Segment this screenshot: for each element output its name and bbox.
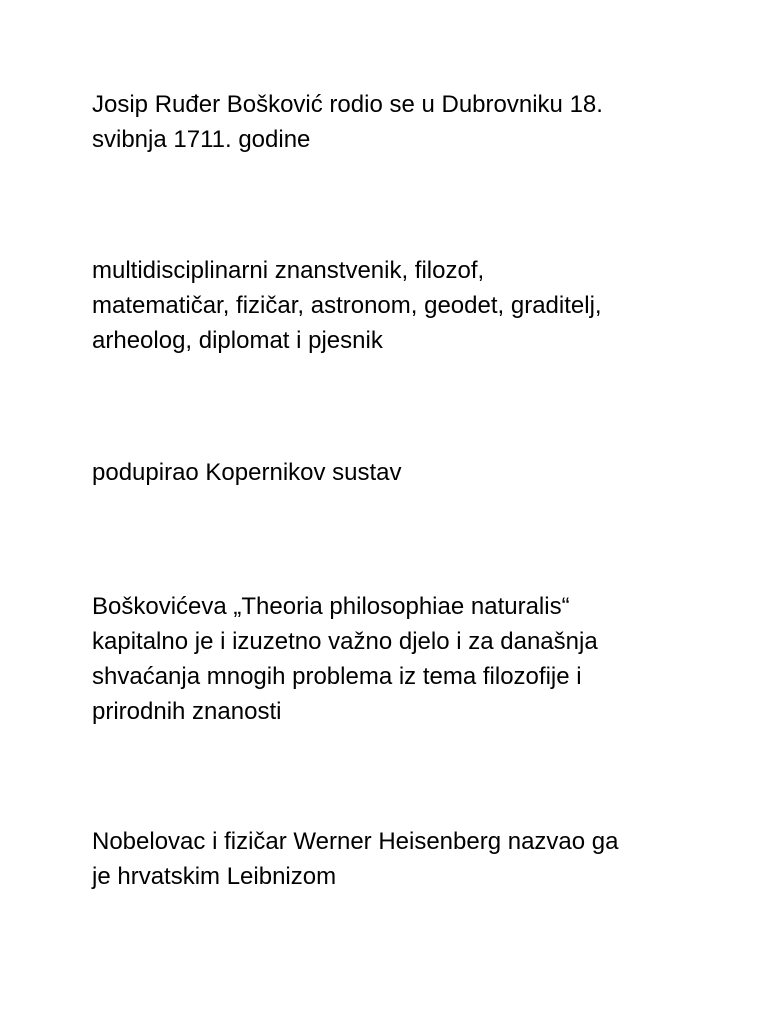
paragraph-copernicus: podupirao Kopernikov sustav [92,459,402,486]
paragraph-birth: Josip Ruđer Bošković rodio se u Dubrovniku 18. svibnja 1711. godine [92,91,603,153]
paragraph-theoria: Boškovićeva „Theoria philosophiae naturalis“ kapitalno je i izuzetno važno djelo i za današnja shvaćanja mnogih problema iz tema filozofije i prirodnih znanosti [92,593,598,725]
paragraph-professions: multidisciplinarni znanstvenik, filozof, matematičar, fizičar, astronom, geodet, graditelj, arheolog, diplomat i pjesnik [92,257,602,354]
paragraph-heisenberg: Nobelovac i fizičar Werner Heisenberg nazvao ga je hrvatskim Leibnizom [92,828,619,890]
